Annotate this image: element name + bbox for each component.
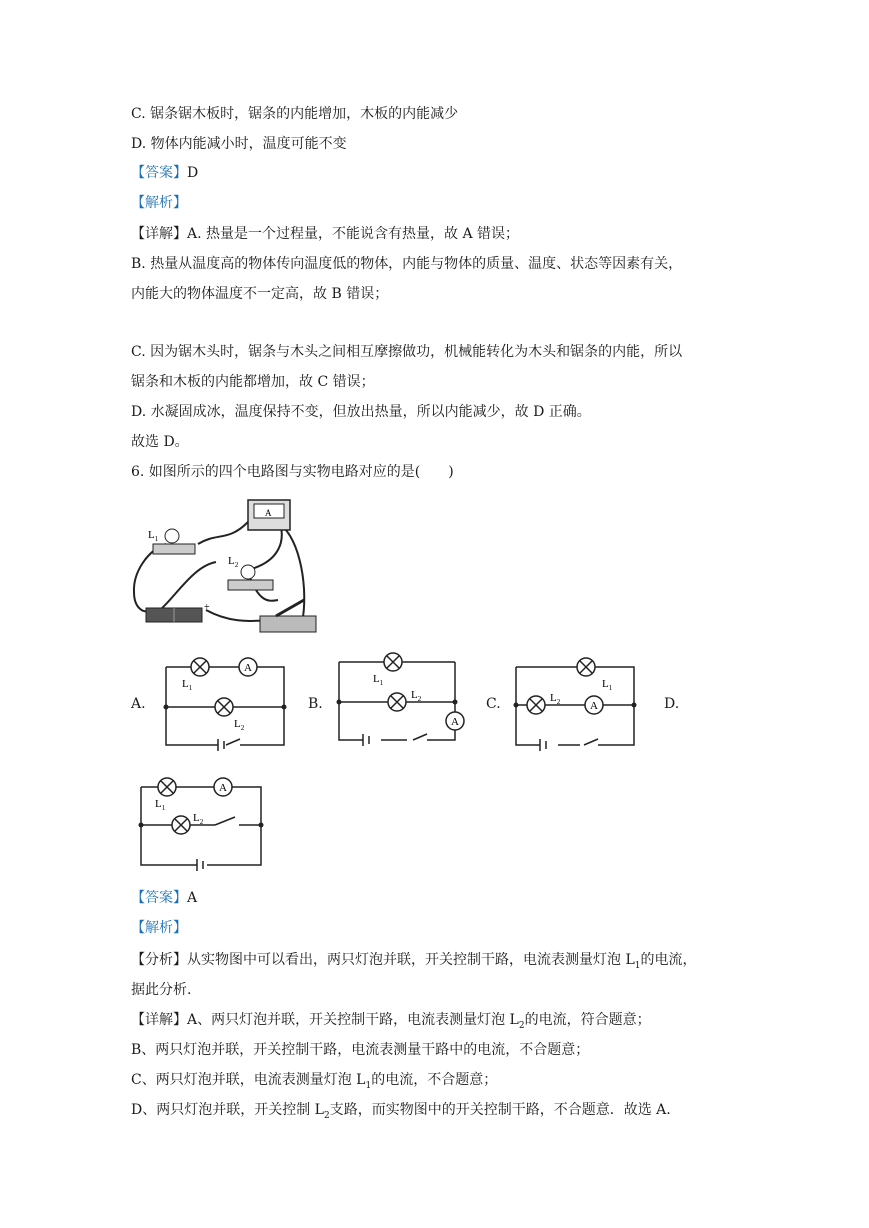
- svg-text:A: A: [590, 700, 598, 712]
- question-6: 6. 如图所示的四个电路图与实物电路对应的是( ): [131, 464, 454, 480]
- l1-label: $L_1$: [182, 678, 193, 692]
- l1-label: $L_1$: [602, 678, 613, 692]
- l1-label: $L_1$: [373, 673, 384, 687]
- l2-label: $L_2$: [234, 718, 245, 732]
- option-b-label: B.: [308, 696, 323, 712]
- l1-label: $L_1$: [155, 798, 166, 812]
- physical-circuit-image: [128, 492, 328, 642]
- choose-d: 故选 D。: [131, 434, 189, 450]
- option-a-label: A.: [131, 696, 146, 712]
- detail-d: D. 水凝固成冰，温度保持不变，但放出热量，所以内能减少，故 D 正确。: [131, 404, 591, 420]
- lamp-icon: [215, 698, 233, 716]
- ammeter-icon: [239, 658, 257, 676]
- l2-label: $L_2$: [193, 812, 204, 826]
- l2-label: $L_2$: [550, 692, 561, 706]
- ammeter-icon: [214, 778, 232, 796]
- answer-value: A: [187, 890, 198, 906]
- detail6-b: B、两只灯泡并联，开关控制干路，电流表测量干路中的电流，不合题意；: [131, 1042, 590, 1058]
- detail-b-line1: B. 热量从温度高的物体传向温度低的物体，内能与物体的质量、温度、状态等因素有关，: [131, 256, 683, 272]
- answer-6: [131, 888, 197, 908]
- lamp-icon: [158, 778, 176, 796]
- photo-ammeter-label: A: [265, 508, 272, 518]
- detail-tag: 【详解】: [131, 1012, 187, 1028]
- circuit-diagram-d: [135, 775, 270, 875]
- ammeter-icon: [585, 696, 603, 714]
- svg-text:A: A: [244, 662, 252, 674]
- detail6-c: C、两只灯泡并联，电流表测量灯泡 $L_1$的电流，不合题意；: [131, 1072, 498, 1091]
- photo-plus-label: +: [204, 602, 210, 613]
- detail-c-line2: 锯条和木板的内能都增加，故 C 错误；: [131, 374, 375, 390]
- analysis-tag: 【解析】: [131, 195, 187, 211]
- option-c-label: C.: [486, 696, 501, 712]
- detail6-d: D、两只灯泡并联，开关控制 $L_2$支路，而实物图中的开关控制干路，不合题意．故选 A.: [131, 1102, 671, 1121]
- fenxi-line1: 【分析】从实物图中可以看出，两只灯泡并联，开关控制干路，电流表测量灯泡 $L_1$的电流，: [131, 952, 697, 971]
- answer-tag: 【答案】: [131, 165, 187, 181]
- lamp-icon: [527, 696, 545, 714]
- circuit-diagram-c: [510, 655, 640, 750]
- fenxi-line2: 据此分析.: [131, 982, 192, 998]
- lamp-icon: [384, 653, 402, 671]
- analysis-tag: 【解析】: [131, 920, 187, 936]
- option-c-text: C. 锯条锯木板时，锯条的内能增加，木板的内能减少: [131, 106, 459, 122]
- detail6-a: 【详解】A、两只灯泡并联，开关控制干路，电流表测量灯泡 $L_2$的电流，符合题意；: [131, 1012, 651, 1031]
- detail-tag: 【详解】: [131, 226, 187, 242]
- photo-l2-label: $L_2$: [228, 555, 239, 569]
- l2-label: $L_2$: [411, 689, 422, 703]
- option-d-label: D.: [664, 696, 680, 712]
- lamp-icon: [172, 816, 190, 834]
- answer-5: [131, 163, 198, 183]
- svg-text:A: A: [451, 716, 459, 728]
- fenxi-tag: 【分析】: [131, 952, 187, 968]
- photo-l1-label: $L_1$: [148, 529, 159, 543]
- answer-tag: 【答案】: [131, 890, 187, 906]
- option-d-text: D. 物体内能减小时，温度可能不变: [131, 136, 347, 152]
- detail-a: [131, 224, 519, 244]
- circuit-diagram-b: [333, 650, 468, 750]
- answer-value: D: [187, 165, 199, 181]
- detail-c-line1: C. 因为锯木头时，锯条与木头之间相互摩擦做功，机械能转化为木头和锯条的内能，所以: [131, 344, 683, 360]
- lamp-icon: [388, 693, 406, 711]
- circuit-diagram-a: [160, 655, 290, 750]
- svg-text:A: A: [219, 782, 227, 794]
- lamp-icon: [577, 658, 595, 676]
- detail-a-text: A. 热量是一个过程量，不能说含有热量，故 A 错误；: [187, 226, 520, 242]
- ammeter-icon: [446, 712, 464, 730]
- lamp-icon: [191, 658, 209, 676]
- detail-b-line2: 内能大的物体温度不一定高，故 B 错误；: [131, 286, 389, 302]
